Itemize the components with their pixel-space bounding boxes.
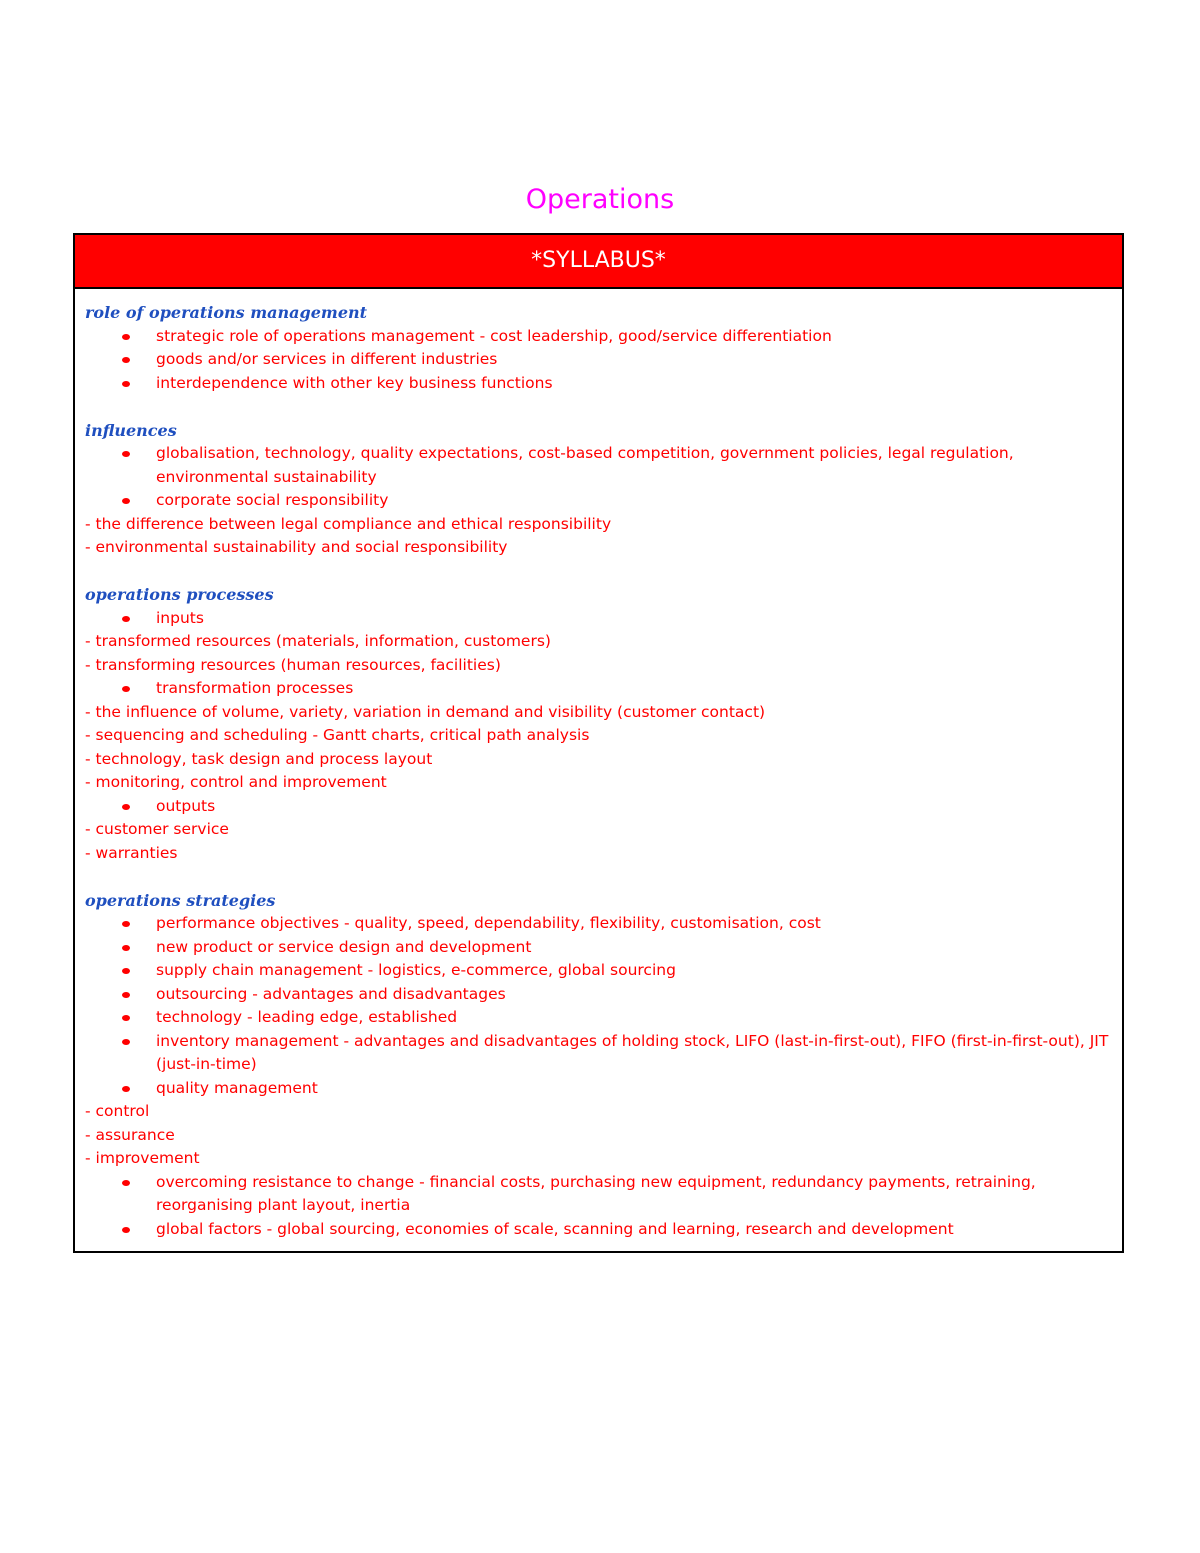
syllabus-section: [85, 889, 1112, 1242]
syllabus-section: [85, 301, 1112, 395]
bullet-text: inventory management - advantages and disadvantages of holding stock, LIFO (last-in-first-out), FIFO (first-in-first-out), JIT (just-in-time): [156, 1031, 1109, 1073]
syllabus-section: [85, 419, 1112, 560]
bullet-icon: [122, 945, 130, 951]
section-heading: role of operations management: [85, 303, 368, 322]
bullet-text: globalisation, technology, quality expectations, cost-based competition, government policies, legal regulation, environmental sustainability: [156, 444, 1014, 486]
bullet-item: [85, 348, 1112, 372]
section-heading: influences: [85, 420, 177, 440]
bullet-text: overcoming resistance to change - financial costs, purchasing new equipment, redundancy payments, retraining, reorganising plant layout, inertia: [156, 1172, 1036, 1214]
bullet-icon: [122, 992, 130, 998]
bullet-text: new product or service design and development: [156, 937, 532, 956]
dash-item: - environmental sustainability and social responsibility: [85, 538, 508, 556]
bullet-item: [85, 936, 1112, 960]
section-heading: operations processes: [85, 585, 274, 604]
dash-item: - sequencing and scheduling - Gantt charts, critical path analysis: [85, 726, 590, 744]
dash-item: - the difference between legal compliance and ethical responsibility: [85, 514, 612, 533]
bullet-icon: [122, 1015, 130, 1021]
bullet-text: technology - leading edge, established: [156, 1008, 458, 1026]
bullet-item: [85, 325, 1112, 349]
bullet-text: goods and/or services in different industries: [156, 350, 498, 368]
bullet-item: [85, 983, 1112, 1007]
dash-item: - warranties: [85, 843, 178, 862]
bullet-icon: [122, 921, 130, 927]
bullet-icon: [122, 357, 130, 363]
dash-item: - control: [85, 1102, 150, 1120]
bullet-text: strategic role of operations management - cost leadership, good/service differentiation: [156, 326, 832, 345]
bullet-item: [85, 677, 1112, 701]
bullet-icon: [122, 381, 130, 387]
bullet-item: [85, 959, 1112, 983]
bullet-icon: [122, 1086, 130, 1092]
bullet-icon: [122, 968, 130, 974]
page-title: Operations: [525, 184, 675, 215]
bullet-text: transformation processes: [156, 679, 354, 697]
bullet-icon: [122, 451, 130, 457]
bullet-item: [85, 1171, 1112, 1218]
dash-item: - monitoring, control and improvement: [85, 773, 387, 791]
bullet-text: quality management: [156, 1078, 318, 1097]
bullet-item: [85, 1218, 1112, 1242]
dash-item: - the influence of volume, variety, variation in demand and visibility (customer contact): [85, 702, 766, 721]
bullet-icon: [122, 686, 130, 692]
bullet-icon: [122, 616, 130, 622]
bullet-icon: [122, 1180, 130, 1186]
bullet-text: interdependence with other key business functions: [156, 373, 553, 392]
dash-item: - assurance: [85, 1125, 175, 1144]
section-heading: operations strategies: [85, 890, 276, 910]
bullet-item: [85, 489, 1112, 513]
dash-item: - improvement: [85, 1149, 200, 1167]
bullet-icon: [122, 1227, 130, 1233]
bullet-icon: [122, 498, 130, 504]
bullet-item: [85, 912, 1112, 936]
bullet-text: performance objectives - quality, speed, dependability, flexibility, customisation, cost: [156, 914, 821, 932]
bullet-item: [85, 372, 1112, 396]
bullet-icon: [122, 334, 130, 340]
bullet-text: supply chain management - logistics, e-commerce, global sourcing: [156, 961, 676, 979]
syllabus-header: *SYLLABUS*: [75, 235, 1122, 289]
dash-item: - technology, task design and process layout: [85, 749, 433, 768]
syllabus-box: [73, 233, 1124, 1253]
bullet-text: inputs: [156, 608, 204, 627]
dash-item: - transforming resources (human resources, facilities): [85, 655, 501, 674]
syllabus-body: [75, 289, 1122, 1241]
bullet-icon: [122, 1039, 130, 1045]
bullet-item: [85, 442, 1112, 489]
syllabus-section: [85, 583, 1112, 865]
dash-item: - transformed resources (materials, information, customers): [85, 632, 551, 650]
bullet-text: corporate social responsibility: [156, 491, 389, 509]
bullet-item: [85, 795, 1112, 819]
bullet-text: global factors - global sourcing, economies of scale, scanning and learning, research and development: [156, 1219, 954, 1238]
bullet-text: outputs: [156, 796, 216, 815]
bullet-icon: [122, 804, 130, 810]
dash-item: - customer service: [85, 820, 229, 838]
bullet-item: [85, 1030, 1112, 1077]
bullet-item: [85, 1006, 1112, 1030]
bullet-item: [85, 1077, 1112, 1101]
bullet-item: [85, 607, 1112, 631]
bullet-text: outsourcing - advantages and disadvantages: [156, 984, 506, 1003]
